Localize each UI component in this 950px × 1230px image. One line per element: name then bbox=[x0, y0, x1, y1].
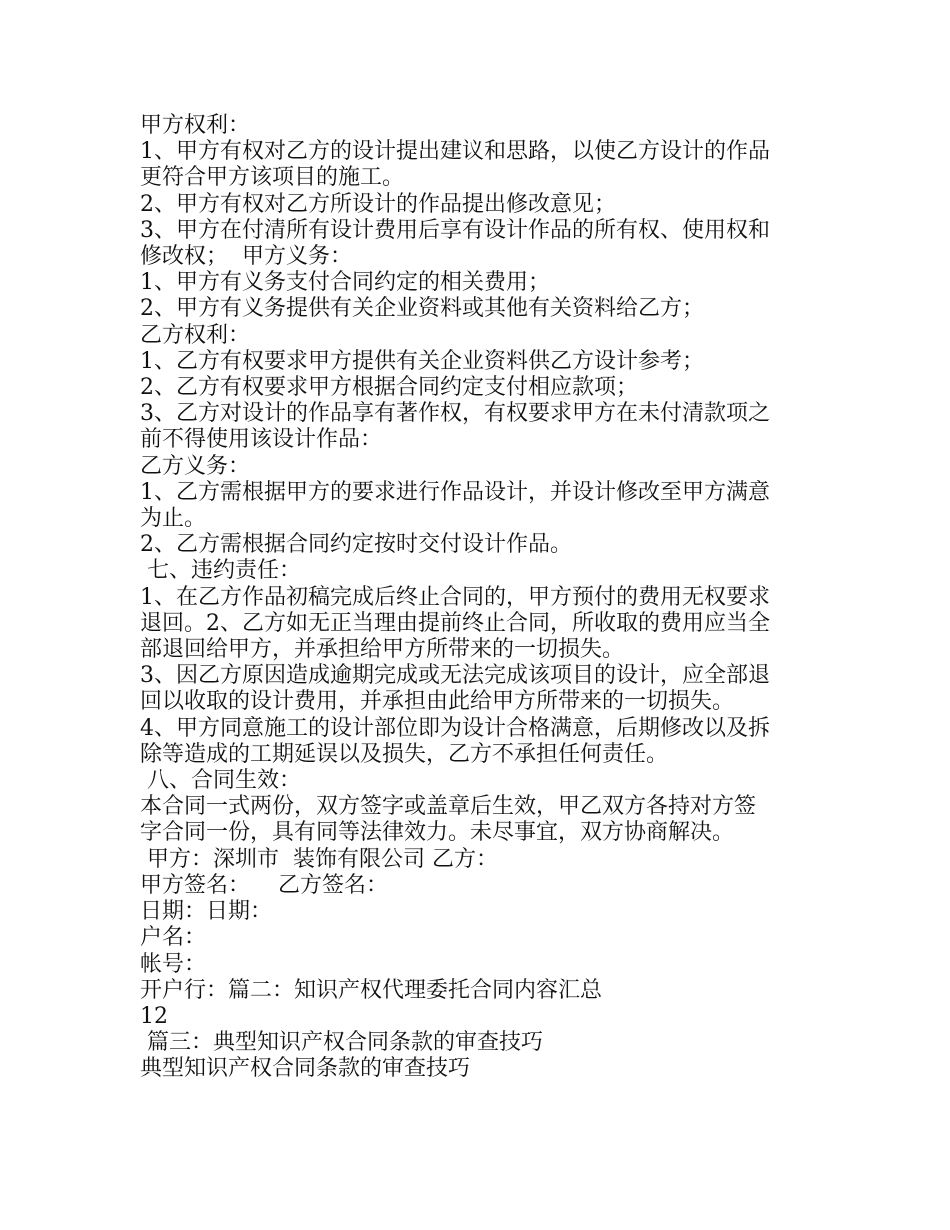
text-line: 甲方权利： bbox=[140, 113, 251, 138]
text-line: 为止。 bbox=[140, 506, 207, 532]
section-heading: 八、合同生效： bbox=[140, 768, 301, 794]
text-line: 1、在乙方作品初稿完成后终止合同的，甲方预付的费用无权要求 bbox=[140, 584, 770, 610]
text-line: 3、因乙方原因造成逾期完成或无法完成该项目的设计，应全部退 bbox=[140, 663, 770, 689]
text-line: 开户行：篇二：知识产权代理委托合同内容汇总 bbox=[140, 977, 603, 1003]
text-line: 回以收取的设计费用，并承担由此给甲方所带来的一切损失。 bbox=[140, 689, 735, 715]
text-line: 帐号： bbox=[140, 951, 207, 977]
text-line: 退回。2、乙方如无正当理由提前终止合同，所收取的费用应当全 bbox=[140, 610, 770, 636]
section-heading: 篇三：典型知识产权合同条款的审查技巧 bbox=[140, 1030, 543, 1056]
text-line: 修改权； 甲方义务： bbox=[140, 244, 352, 270]
text-line: 部退回给甲方，并承担给甲方所带来的一切损失。 bbox=[140, 637, 625, 663]
text-line: 更符合甲方该项目的施工。 bbox=[140, 165, 405, 191]
text-line: 2、甲方有权对乙方所设计的作品提出修改意见； bbox=[140, 191, 616, 217]
text-line: 户名： bbox=[140, 925, 207, 951]
text-line: 字合同一份，具有同等法律效力。未尽事宜，双方协商解决。 bbox=[140, 820, 735, 846]
text-line: 典型知识产权合同条款的审查技巧 bbox=[140, 1056, 471, 1082]
text-line: 甲方：深圳市 装饰有限公司 乙方： bbox=[140, 846, 498, 872]
text-line: 日期：日期： bbox=[140, 899, 273, 925]
text-line: 本合同一式两份，双方签字或盖章后生效，甲乙双方各持对方签 bbox=[140, 794, 757, 820]
document-body bbox=[140, 113, 812, 1083]
text-line: 2、乙方有权要求甲方根据合同约定支付相应款项； bbox=[140, 375, 638, 401]
text-line: 乙方义务： bbox=[140, 453, 251, 479]
text-line: 4、甲方同意施工的设计部位即为设计合格满意，后期修改以及拆 bbox=[140, 715, 770, 741]
text-line: 3、甲方在付清所有设计费用后享有设计作品的所有权、使用权和 bbox=[140, 217, 770, 243]
text-line: 1、甲方有权对乙方的设计提出建议和思路，以使乙方设计的作品 bbox=[140, 139, 770, 165]
text-line: 1、乙方有权要求甲方提供有关企业资料供乙方设计参考； bbox=[140, 348, 704, 374]
text-line: 除等造成的工期延误以及损失，乙方不承担任何责任。 bbox=[140, 741, 669, 767]
section-heading: 七、违约责任： bbox=[140, 558, 301, 584]
text-line: 2、乙方需根据合同约定按时交付设计作品。 bbox=[140, 532, 572, 558]
text-line: 甲方签名： 乙方签名： bbox=[140, 872, 388, 898]
text-line: 1、甲方有义务支付合同约定的相关费用； bbox=[140, 270, 550, 296]
text-line: 乙方权利： bbox=[140, 322, 251, 348]
text-line: 3、乙方对设计的作品享有著作权，有权要求甲方在未付清款项之 bbox=[140, 401, 770, 427]
text-line: 前不得使用该设计作品： bbox=[140, 427, 383, 453]
text-line: 1、乙方需根据甲方的要求进行作品设计，并设计修改至甲方满意 bbox=[140, 479, 770, 505]
text-line: 12 bbox=[140, 1003, 168, 1029]
text-line: 2、甲方有义务提供有关企业资料或其他有关资料给乙方； bbox=[140, 296, 704, 322]
